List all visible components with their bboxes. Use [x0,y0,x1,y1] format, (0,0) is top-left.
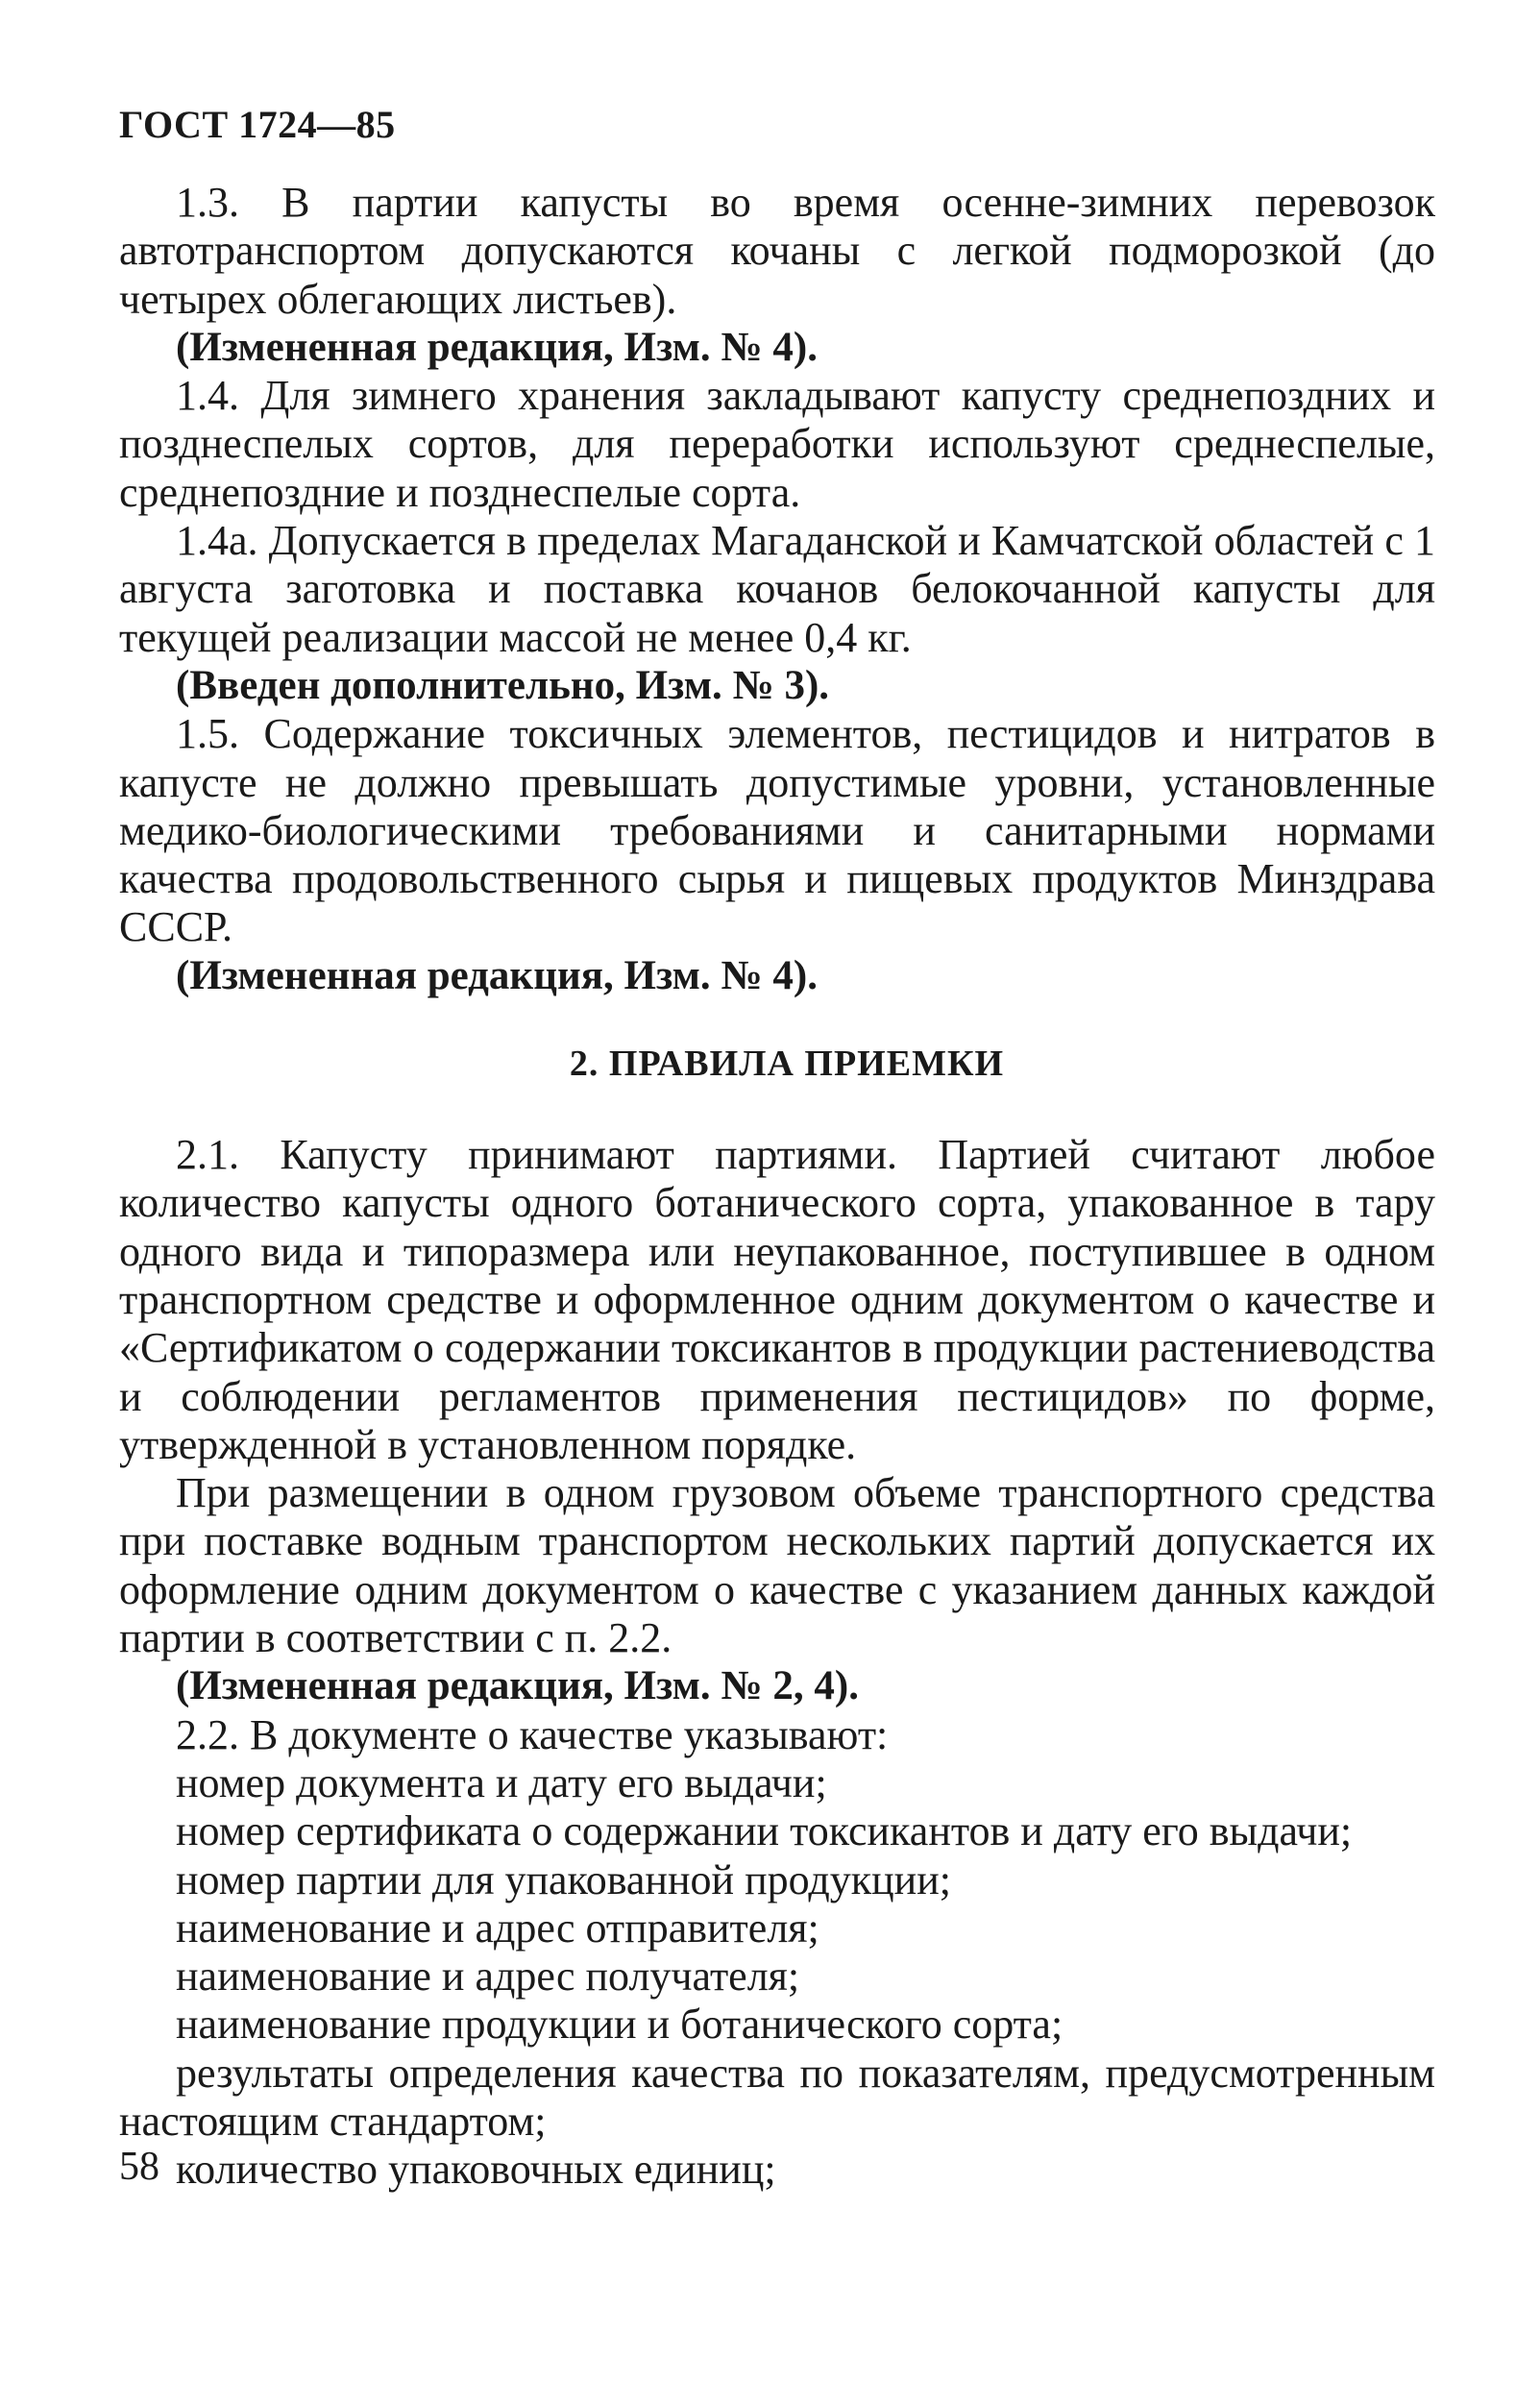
paragraph-1-3: 1.3. В партии капусты во время осенне-зимних перевозок автотранспортом допускаются кочаны с легкой подморозкой (до четырех облегающих листьев). [119,179,1435,323]
document-page [119,96,1435,2195]
list-item: наименование и адрес отправителя; [176,1903,819,1952]
body-text-bottom [119,1131,1435,2195]
paragraph-1-4a: 1.4а. Допускается в пределах Магаданской и Камчатской областей с 1 августа заготовка и поставка кочанов белокочанной капусты для текущей реализации массой не менее 0,4 кг. [119,517,1435,661]
amendment-note: (Измененная редакция, Изм. № 4). [176,324,818,370]
paragraph-1-5: 1.5. Содержание токсичных элементов, пестицидов и нитратов в капусте не должно превышать допустимые уровни, установленные медико-биологическими требованиями и санитарными нормами качества продовольственного сырья и пищевых продуктов Минздрава СССР. [119,710,1435,951]
paragraph-1-4: 1.4. Для зимнего хранения закладывают капусту среднепоздних и позднеспелых сортов, для переработки используют среднеспелые, среднепоздние и позднеспелые сорта. [119,372,1435,516]
paragraph-transport: При размещении в одном грузовом объеме транспортного средства при поставке водным транспортом нескольких партий допускается их оформление одним документом о качестве с указанием данных каждой партии в соответствии с п. 2.2. [119,1469,1435,1662]
amendment-note: (Измененная редакция, Изм. № 4). [176,952,818,998]
amendment-note: (Введен дополнительно, Изм. № 3). [176,662,830,708]
document-header: ГОСТ 1724—85 [119,103,396,146]
body-text-top [119,179,1435,1000]
list-item: номер партии для упакованной продукции; [176,1855,951,1903]
page-number: 58 [119,2145,159,2189]
paragraph-2-2: 2.2. В документе о качестве указывают: [176,1710,889,1758]
amendment-note: (Измененная редакция, Изм. № 2, 4). [176,1663,859,1709]
paragraph-2-1: 2.1. Капусту принимают партиями. Партией считают любое количество капусты одного ботанического сорта, упакованное в тару одного вида и типоразмера или неупакованное, поступившее в одном транспортном средстве и оформленное одним документом о качестве и «Сертификатом о содержании токсикантов в продукции растениеводства и соблюдении регламентов применения пестицидов» по форме, утвержденной в установленном порядке. [119,1131,1435,1468]
list-item: количество упаковочных единиц; [176,2146,776,2194]
section-title: 2. ПРАВИЛА ПРИЕМКИ [569,1044,1005,1085]
list-item: наименование продукции и ботанического сорта; [176,2001,1063,2049]
list-item: номер документа и дату его выдачи; [176,1758,827,1806]
list-item: номер сертификата о содержании токсикантов и дату его выдачи; [176,1807,1353,1855]
list-item: наименование и адрес получателя; [176,1952,800,2001]
list-item: результаты определения качества по показателям, предусмотренным настоящим стандартом; [119,2049,1435,2145]
